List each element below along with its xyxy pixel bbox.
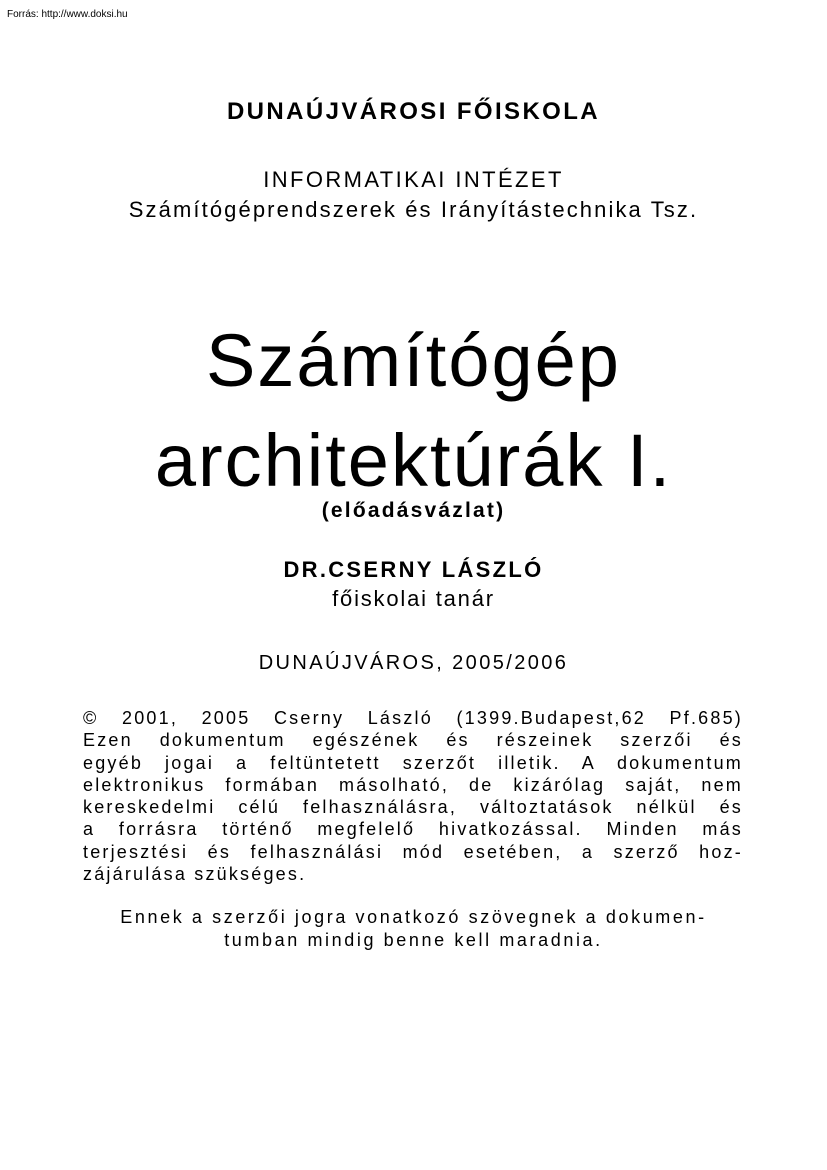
- author-role: főiskolai tanár: [332, 586, 495, 611]
- copyright-line: terjesztési és felhasználási mód esetében, a szerző hoz-: [83, 841, 743, 862]
- copyright-line: zájárulása szükséges.: [83, 864, 307, 885]
- department-name: Számítógéprendszerek és Irányítástechnika Tsz.: [128, 197, 699, 222]
- copyright-line: Ezen dokumentum egészének és részeinek szerzői és: [83, 730, 743, 751]
- notice-line: tumban mindig benne kell maradnia.: [224, 930, 603, 950]
- institution-name: DUNAÚJVÁROSI FŐISKOLA: [226, 98, 601, 125]
- copyright-line: © 2001, 2005 Cserny László (1399.Budapest,62 Pf.685): [83, 708, 743, 728]
- copyright-paragraph: [83, 707, 743, 885]
- source-note: Forrás: http://www.doksi.hu: [7, 9, 128, 20]
- notice-line: Ennek a szerzői jogra vonatkozó szövegnek a dokumen-: [120, 907, 707, 927]
- institute-name: INFORMATIKAI INTÉZET: [263, 167, 564, 192]
- document-subtitle: (előadásvázlat): [321, 499, 506, 522]
- author-name: DR.CSERNY LÁSZLÓ: [283, 557, 544, 582]
- copyright-line: a forrásra történő megfelelő hivatkozással. Minden más: [83, 819, 743, 840]
- copyright-notice: [0, 906, 827, 952]
- document-title-line-2: architektúrák I.: [154, 419, 673, 502]
- copyright-line: egyéb jogai a feltüntetett szerzőt illetik. A dokumentum: [83, 752, 743, 773]
- document-title-line-1: Számítógép: [206, 319, 621, 402]
- city-year: DUNAÚJVÁROS, 2005/2006: [258, 652, 569, 674]
- copyright-line: elektronikus formában másolható, de kizárólag saját, nem: [83, 774, 743, 795]
- copyright-line: kereskedelmi célú felhasználásra, változtatások nélkül és: [83, 797, 743, 818]
